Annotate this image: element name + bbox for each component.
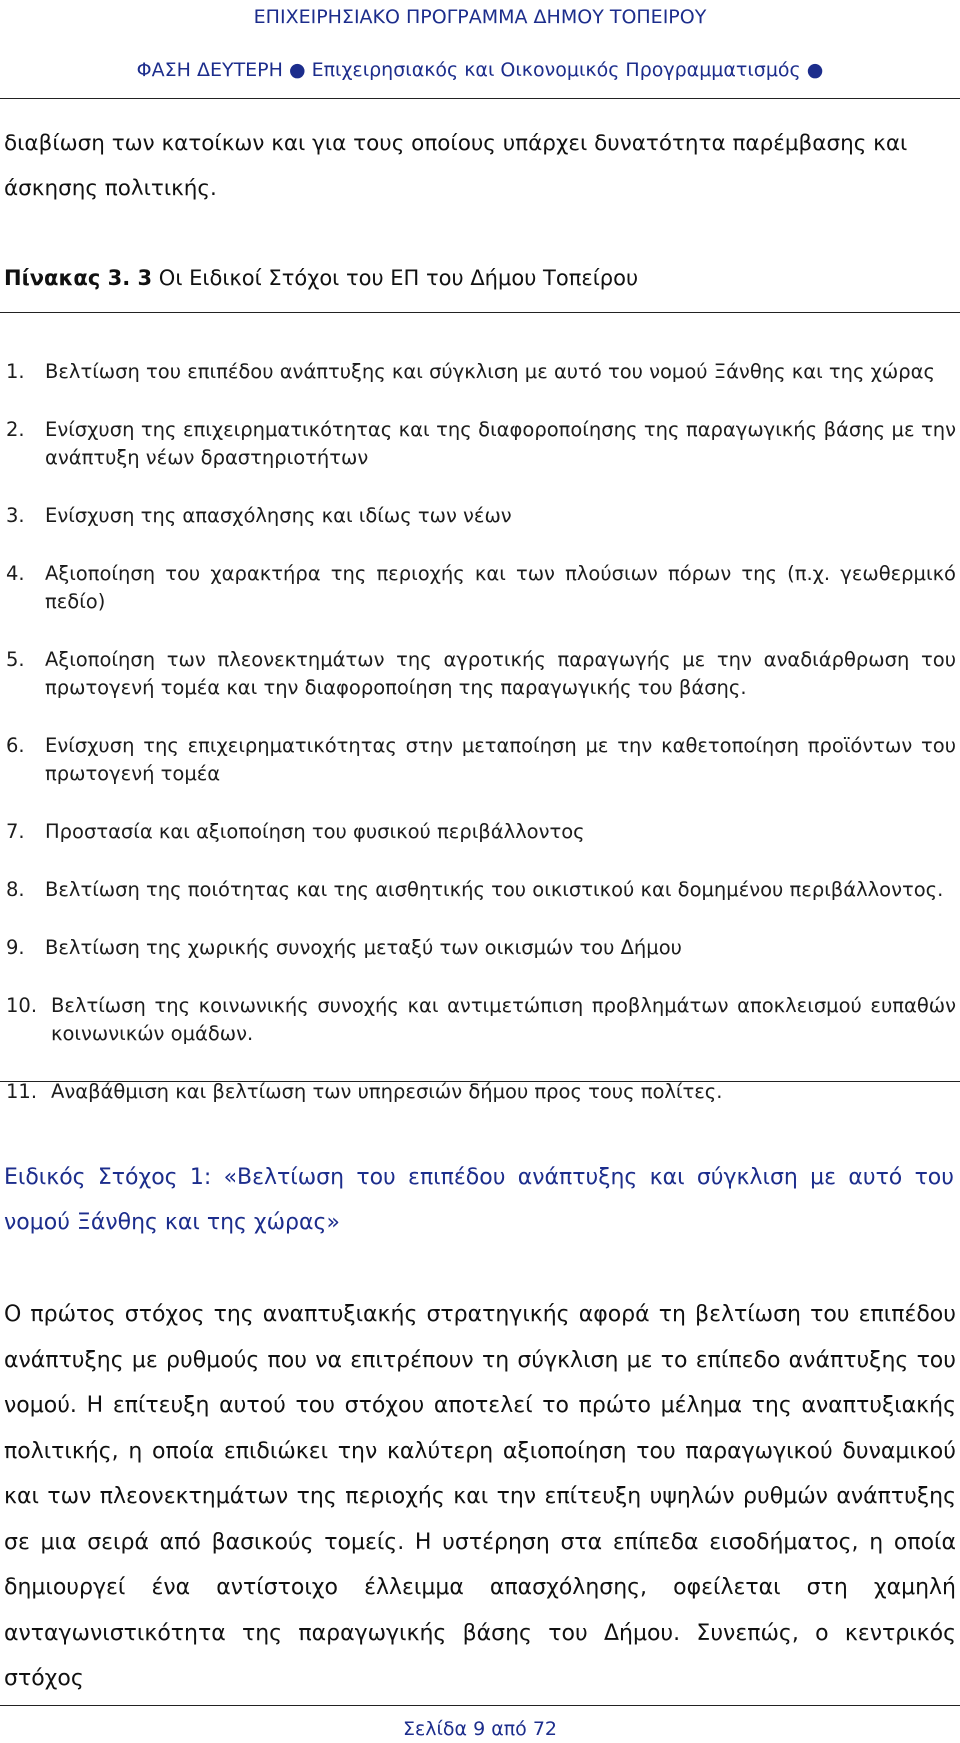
objective-text: Βελτίωση της κοινωνικής συνοχής και αντιμετώπιση προβλημάτων αποκλεισμού ευπαθών κοινωνικών ομάδων. bbox=[51, 994, 956, 1045]
objective-text: Αξιοποίηση των πλεονεκτημάτων της αγροτικής παραγωγής με την αναδιάρθρωση του πρωτογενή τομέα και την διαφοροποίηση της παραγωγικής του βάσης. bbox=[45, 648, 956, 699]
objective-number: 2. bbox=[6, 418, 25, 441]
table-caption bbox=[4, 262, 638, 294]
footer-rule bbox=[0, 1705, 960, 1706]
objective-text: Βελτίωση του επιπέδου ανάπτυξης και σύγκλιση με αυτό του νομού Ξάνθης και της χώρας bbox=[45, 360, 935, 383]
objective-number: 9. bbox=[6, 936, 25, 959]
header-rule bbox=[0, 98, 960, 99]
objective-text: Προστασία και αξιοποίηση του φυσικού περιβάλλοντος bbox=[45, 820, 585, 843]
objectives-list bbox=[0, 358, 960, 1136]
objective-text: Ενίσχυση της επιχειρηματικότητας στην μεταποίηση με την καθετοποίηση προϊόντων του πρωτογενή τομέα bbox=[45, 734, 956, 785]
document-header-title: ΕΠΙΧΕΙΡΗΣΙΑΚΟ ΠΡΟΓΡΑΜΜΑ ΔΗΜΟΥ ΤΟΠΕΙΡΟΥ bbox=[253, 6, 707, 28]
objective-item bbox=[0, 646, 960, 702]
objective-item bbox=[0, 992, 960, 1048]
objective-item bbox=[0, 934, 960, 962]
table-caption-text: Οι Ειδικοί Στόχοι του ΕΠ του Δήμου Τοπείρου bbox=[152, 266, 639, 290]
objective-number: 7. bbox=[6, 820, 25, 843]
objective-item bbox=[0, 358, 960, 386]
table-caption-number: Πίνακας 3. 3 bbox=[4, 266, 153, 290]
section-paragraph: Ο πρώτος στόχος της αναπτυξιακής στρατηγικής αφορά τη βελτίωση του επιπέδου ανάπτυξης με ρυθμούς που να επιτρέπουν τη σύγκλιση με το επίπεδο ανάπτυξης του νομού. Η επίτευξη αυτού του στόχου αποτελεί το πρώτο μέλημα της αναπτυξιακής πολιτικής, η οποία επιδιώκει την καλύτερη αξιοποίηση του παραγωγικού δυναμικού και των πλεονεκτημάτων της περιοχής και την επίτευξη υψηλών ρυθμών ανάπτυξης σε μια σειρά από βασικούς τομείς. Η υστέρηση στα επίπεδα εισοδήματος, η οποία δημιουργεί ένα αντίστοιχο έλλειμμα απασχόλησης, οφείλεται στη χαμηλή ανταγωνιστικότητα της παραγωγικής βάσης του Δήμου. Συνεπώς, ο κεντρικός στόχος bbox=[4, 1302, 956, 1691]
intro-paragraph: διαβίωση των κατοίκων και για τους οποίους υπάρχει δυνατότητα παρέμβασης και άσκησης πολιτικής. bbox=[4, 131, 908, 201]
objective-item bbox=[0, 818, 960, 846]
objective-item bbox=[0, 416, 960, 472]
objective-item bbox=[0, 876, 960, 904]
objective-text: Ενίσχυση της απασχόλησης και ιδίως των νέων bbox=[45, 504, 512, 527]
page-number: Σελίδα 9 από 72 bbox=[402, 1718, 558, 1740]
table-bottom-rule bbox=[0, 1081, 960, 1082]
objective-number: 10. bbox=[6, 994, 38, 1017]
document-header-subtitle: ΦΑΣΗ ΔΕΥΤΕΡΗ ● Επιχειρησιακός και Οικονομικός Προγραμματισμός ● bbox=[136, 59, 824, 81]
section-heading: Ειδικός Στόχος 1: «Βελτίωση του επιπέδου ανάπτυξης και σύγκλιση με αυτό του νομού Ξάνθης και της χώρας» bbox=[4, 1165, 954, 1235]
objective-text: Ενίσχυση της επιχειρηματικότητας και της διαφοροποίησης της παραγωγικής βάσης με την ανάπτυξη νέων δραστηριοτήτων bbox=[45, 418, 956, 469]
objective-number: 11. bbox=[6, 1080, 38, 1103]
objective-text: Αναβάθμιση και βελτίωση των υπηρεσιών δήμου προς τους πολίτες. bbox=[51, 1080, 723, 1103]
objective-text: Αξιοποίηση του χαρακτήρα της περιοχής και των πλούσιων πόρων της (π.χ. γεωθερμικό πεδίο) bbox=[45, 562, 956, 613]
objective-number: 1. bbox=[6, 360, 25, 383]
objective-number: 8. bbox=[6, 878, 25, 901]
objective-item bbox=[0, 732, 960, 788]
objective-number: 5. bbox=[6, 648, 25, 671]
objective-item bbox=[0, 560, 960, 616]
objective-number: 4. bbox=[6, 562, 25, 585]
objective-text: Βελτίωση της ποιότητας και της αισθητικής του οικιστικού και δομημένου περιβάλλοντος. bbox=[45, 878, 944, 901]
objective-item bbox=[0, 1078, 960, 1106]
table-top-rule bbox=[0, 312, 960, 313]
objective-number: 6. bbox=[6, 734, 25, 757]
objective-number: 3. bbox=[6, 504, 25, 527]
objective-item bbox=[0, 502, 960, 530]
objective-text: Βελτίωση της χωρικής συνοχής μεταξύ των οικισμών του Δήμου bbox=[45, 936, 682, 959]
